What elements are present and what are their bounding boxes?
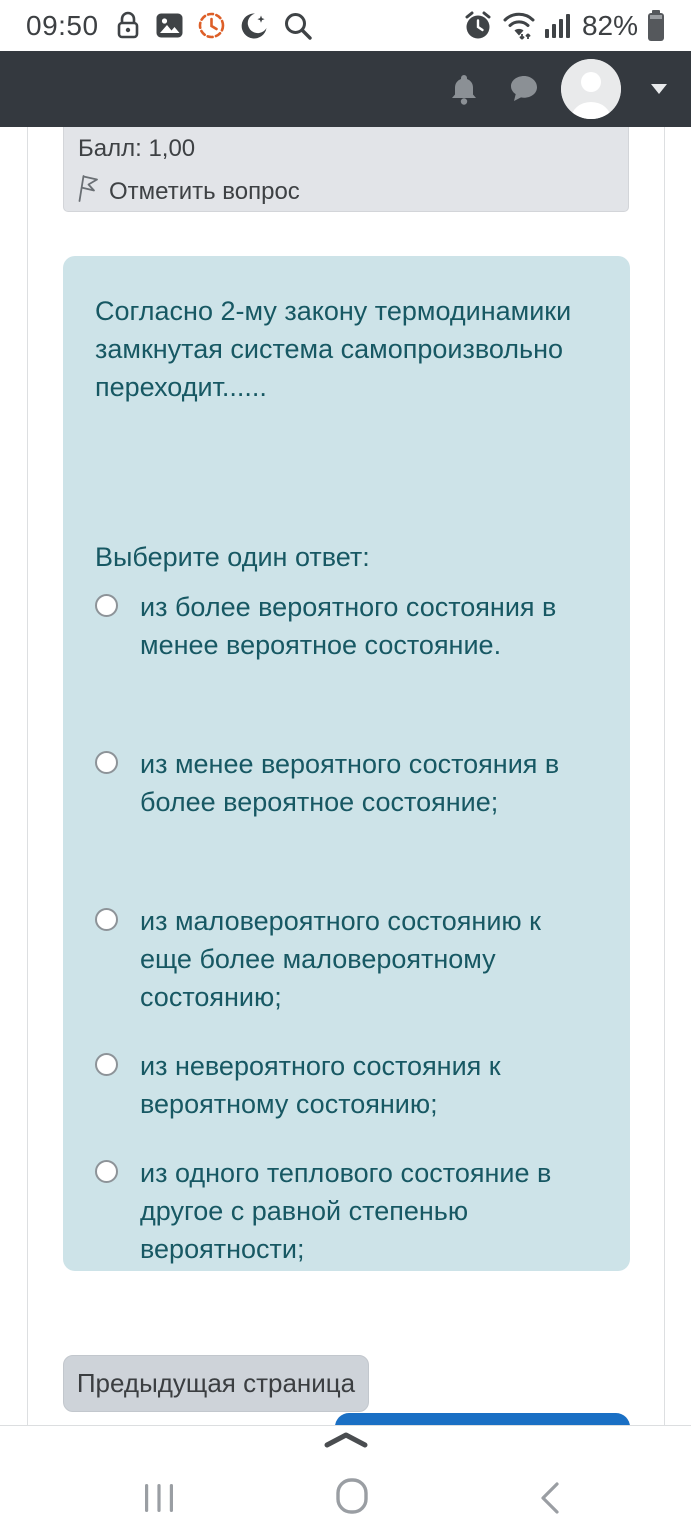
radio-button[interactable]: [95, 594, 118, 617]
radio-button[interactable]: [95, 1053, 118, 1076]
alarm-icon: [463, 11, 493, 40]
flag-label: Отметить вопрос: [109, 178, 300, 205]
option-label[interactable]: из одного теплового состояние в другое с равной степенью вероятности;: [140, 1158, 552, 1264]
option-label[interactable]: из маловероятного состоянию к еще более маловероятному состоянию;: [140, 906, 541, 1012]
answer-option[interactable]: [95, 902, 600, 1016]
card-left-border: [27, 127, 28, 1425]
card-right-border: [664, 127, 665, 1425]
night-mode-icon: [240, 12, 268, 40]
answer-option[interactable]: [95, 588, 600, 664]
dropdown-caret-icon[interactable]: [651, 84, 667, 94]
user-avatar[interactable]: [561, 59, 621, 119]
page-content: [0, 127, 691, 1425]
home-icon[interactable]: [336, 1478, 368, 1519]
previous-page-button[interactable]: Предыдущая страница: [63, 1355, 369, 1412]
gallery-icon: [156, 13, 183, 38]
notifications-bell-icon[interactable]: [449, 73, 479, 105]
question-box: [63, 256, 630, 1271]
flag-icon: [78, 175, 99, 209]
answer-option[interactable]: [95, 745, 600, 821]
answer-prompt: Выберите один ответ:: [95, 542, 370, 572]
answer-option[interactable]: [95, 1047, 600, 1123]
status-bar: [0, 0, 691, 51]
wifi-icon: [502, 11, 536, 41]
option-label[interactable]: из менее вероятного состояния в более вероятное состояние;: [140, 749, 560, 817]
clock-time: 09:50: [26, 9, 99, 41]
messages-chat-icon[interactable]: [509, 74, 539, 104]
answer-option[interactable]: [95, 1154, 600, 1268]
signal-icon: [545, 12, 571, 39]
question-info-box: [63, 127, 629, 212]
app-navbar: [0, 51, 691, 127]
battery-icon: [647, 10, 665, 41]
option-label[interactable]: из невероятного состояния к вероятному состоянию;: [140, 1051, 501, 1119]
battery-percent: 82%: [581, 9, 638, 41]
radio-button[interactable]: [95, 908, 118, 931]
radio-button[interactable]: [95, 1160, 118, 1183]
back-icon[interactable]: [538, 1481, 560, 1520]
question-text: Согласно 2-му закону термодинамики замкнутая система самопроизвольно переходит......: [95, 296, 572, 402]
search-icon: [283, 11, 312, 40]
clock-icon: [198, 12, 225, 39]
recents-icon[interactable]: [144, 1483, 174, 1518]
option-label[interactable]: из более вероятного состояния в менее вероятное состояние.: [140, 592, 557, 660]
question-points: Балл: 1,00: [78, 135, 196, 162]
radio-button[interactable]: [95, 751, 118, 774]
flag-question-link[interactable]: [78, 175, 614, 209]
swipe-up-handle-icon[interactable]: [323, 1431, 369, 1454]
lock-icon: [115, 11, 141, 41]
